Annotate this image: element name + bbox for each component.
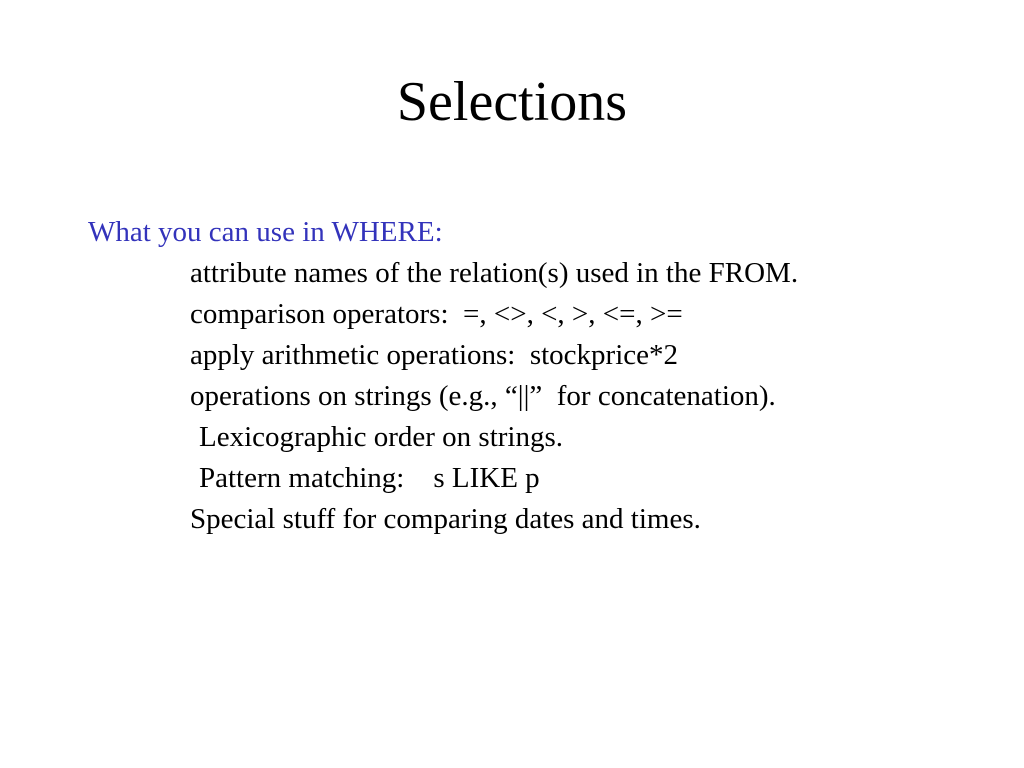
list-item: operations on strings (e.g., “||” for concatenation). [190, 380, 776, 412]
slide-title: Selections [396, 71, 628, 133]
list-item: Lexicographic order on strings. [199, 421, 564, 453]
list-item: comparison operators: =, <>, <, >, <=, >= [190, 298, 683, 330]
list-item: apply arithmetic operations: stockprice*2 [190, 339, 679, 371]
list-item: Pattern matching: s LIKE p [199, 462, 540, 494]
slide-body [88, 212, 988, 540]
list-item: Special stuff for comparing dates and times. [190, 503, 701, 535]
where-heading: What you can use in WHERE: [88, 216, 443, 248]
list-item: attribute names of the relation(s) used in the FROM. [190, 257, 799, 289]
